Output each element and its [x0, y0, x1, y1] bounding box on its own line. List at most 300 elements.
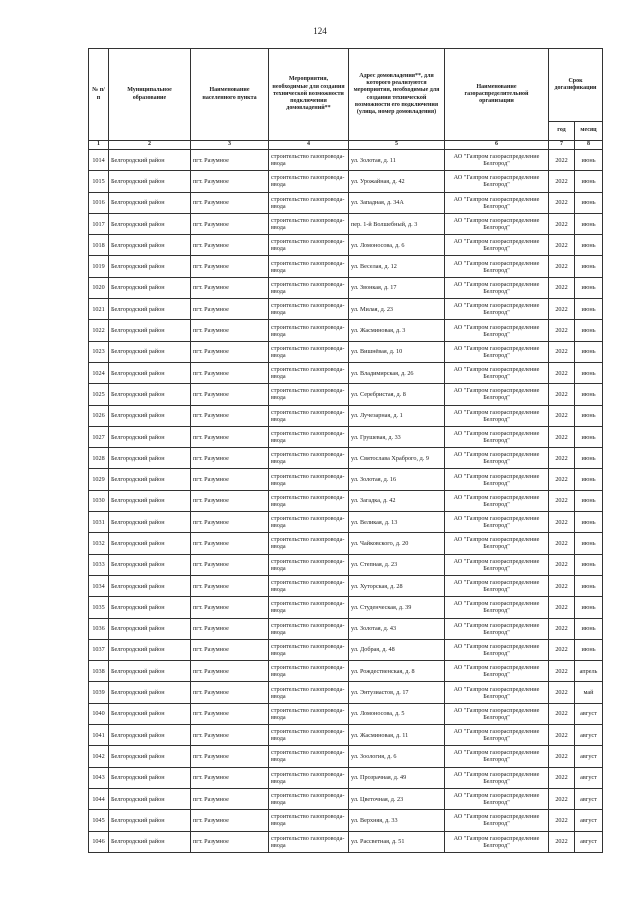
cell-settlement: пгт. Разумное [191, 597, 269, 618]
cell-month: июнь [575, 341, 603, 362]
table-row [89, 320, 603, 341]
table-row [89, 235, 603, 256]
cell-settlement: пгт. Разумное [191, 426, 269, 447]
cell-year: 2022 [549, 171, 575, 192]
cell-settlement: пгт. Разумное [191, 512, 269, 533]
cell-number: 1028 [89, 448, 109, 469]
cell-month: июнь [575, 618, 603, 639]
cell-organization: АО "Газпром газораспределение Белгород" [445, 639, 549, 660]
table-row [89, 299, 603, 320]
cell-organization: АО "Газпром газораспределение Белгород" [445, 192, 549, 213]
cell-number: 1033 [89, 554, 109, 575]
cell-organization: АО "Газпром газораспределение Белгород" [445, 533, 549, 554]
cell-number: 1025 [89, 384, 109, 405]
table-row [89, 788, 603, 809]
header-org: Наименование газораспределительной организации [445, 49, 549, 141]
cell-number: 1045 [89, 810, 109, 831]
cell-month: июнь [575, 597, 603, 618]
cell-month: июнь [575, 469, 603, 490]
cell-month: июнь [575, 384, 603, 405]
cell-activity: строительство газопровода-ввода [269, 682, 349, 703]
cell-activity: строительство газопровода-ввода [269, 597, 349, 618]
cell-organization: АО "Газпром газораспределение Белгород" [445, 746, 549, 767]
column-number: 7 [549, 141, 575, 150]
column-number: 6 [445, 141, 549, 150]
header-no: № п/п [89, 49, 109, 141]
cell-activity: строительство газопровода-ввода [269, 362, 349, 383]
table-row [89, 533, 603, 554]
table-row [89, 831, 603, 852]
cell-activity: строительство газопровода-ввода [269, 639, 349, 660]
cell-address: ул. Рождественская, д. 8 [349, 661, 445, 682]
cell-settlement: пгт. Разумное [191, 639, 269, 660]
cell-address: ул. Хуторская, д. 28 [349, 575, 445, 596]
cell-number: 1027 [89, 426, 109, 447]
cell-activity: строительство газопровода-ввода [269, 405, 349, 426]
cell-address: ул. Великая, д. 13 [349, 512, 445, 533]
cell-year: 2022 [549, 703, 575, 724]
table-row [89, 767, 603, 788]
cell-number: 1015 [89, 171, 109, 192]
cell-month: июнь [575, 299, 603, 320]
cell-activity: строительство газопровода-ввода [269, 150, 349, 171]
cell-activity: строительство газопровода-ввода [269, 725, 349, 746]
cell-activity: строительство газопровода-ввода [269, 810, 349, 831]
cell-municipality: Белгородский район [109, 341, 191, 362]
cell-activity: строительство газопровода-ввода [269, 277, 349, 298]
header-address: Адрес домовладения**, для которого реализуются мероприятия, необходимые для создания технической возможности его подключения (улица, номер домовладения) [349, 49, 445, 141]
cell-year: 2022 [549, 299, 575, 320]
table-row [89, 341, 603, 362]
cell-number: 1037 [89, 639, 109, 660]
cell-number: 1024 [89, 362, 109, 383]
cell-organization: АО "Газпром газораспределение Белгород" [445, 235, 549, 256]
cell-settlement: пгт. Разумное [191, 192, 269, 213]
cell-municipality: Белгородский район [109, 150, 191, 171]
cell-month: июнь [575, 362, 603, 383]
cell-settlement: пгт. Разумное [191, 703, 269, 724]
cell-year: 2022 [549, 341, 575, 362]
cell-settlement: пгт. Разумное [191, 341, 269, 362]
cell-number: 1043 [89, 767, 109, 788]
cell-year: 2022 [549, 831, 575, 852]
cell-address: ул. Урожайная, д. 42 [349, 171, 445, 192]
cell-number: 1038 [89, 661, 109, 682]
cell-month: июнь [575, 171, 603, 192]
cell-settlement: пгт. Разумное [191, 618, 269, 639]
cell-address: ул. Звонкая, д. 17 [349, 277, 445, 298]
cell-address: ул. Студенческая, д. 39 [349, 597, 445, 618]
table-row [89, 256, 603, 277]
cell-organization: АО "Газпром газораспределение Белгород" [445, 405, 549, 426]
cell-activity: строительство газопровода-ввода [269, 299, 349, 320]
table-row [89, 639, 603, 660]
cell-municipality: Белгородский район [109, 725, 191, 746]
cell-settlement: пгт. Разумное [191, 277, 269, 298]
cell-month: август [575, 725, 603, 746]
cell-month: июнь [575, 575, 603, 596]
cell-year: 2022 [549, 150, 575, 171]
cell-address: ул. Золотая, д. 43 [349, 618, 445, 639]
table-row [89, 597, 603, 618]
header-activities: Мероприятия, необходимые для создания технической возможности подключения домовладений** [269, 49, 349, 141]
cell-address: ул. Серебристая, д. 8 [349, 384, 445, 405]
cell-municipality: Белгородский район [109, 171, 191, 192]
cell-organization: АО "Газпром газораспределение Белгород" [445, 831, 549, 852]
cell-month: август [575, 746, 603, 767]
cell-organization: АО "Газпром газораспределение Белгород" [445, 256, 549, 277]
cell-address: ул. Святослава Храброго, д. 9 [349, 448, 445, 469]
cell-municipality: Белгородский район [109, 597, 191, 618]
table-row [89, 512, 603, 533]
cell-year: 2022 [549, 533, 575, 554]
cell-year: 2022 [549, 661, 575, 682]
cell-address: ул. Зоология, д. 6 [349, 746, 445, 767]
cell-organization: АО "Газпром газораспределение Белгород" [445, 426, 549, 447]
cell-organization: АО "Газпром газораспределение Белгород" [445, 341, 549, 362]
cell-municipality: Белгородский район [109, 788, 191, 809]
cell-number: 1021 [89, 299, 109, 320]
cell-month: апрель [575, 661, 603, 682]
cell-month: август [575, 810, 603, 831]
cell-organization: АО "Газпром газораспределение Белгород" [445, 597, 549, 618]
cell-settlement: пгт. Разумное [191, 767, 269, 788]
cell-municipality: Белгородский район [109, 320, 191, 341]
cell-settlement: пгт. Разумное [191, 213, 269, 234]
cell-address: ул. Грушевая, д. 33 [349, 426, 445, 447]
cell-organization: АО "Газпром газораспределение Белгород" [445, 448, 549, 469]
cell-settlement: пгт. Разумное [191, 150, 269, 171]
cell-number: 1041 [89, 725, 109, 746]
cell-activity: строительство газопровода-ввода [269, 384, 349, 405]
table-row [89, 703, 603, 724]
cell-address: ул. Вишнёвая, д. 10 [349, 341, 445, 362]
cell-organization: АО "Газпром газораспределение Белгород" [445, 469, 549, 490]
cell-municipality: Белгородский район [109, 767, 191, 788]
cell-year: 2022 [549, 810, 575, 831]
cell-organization: АО "Газпром газораспределение Белгород" [445, 703, 549, 724]
cell-activity: строительство газопровода-ввода [269, 320, 349, 341]
cell-organization: АО "Газпром газораспределение Белгород" [445, 682, 549, 703]
cell-organization: АО "Газпром газораспределение Белгород" [445, 554, 549, 575]
cell-number: 1026 [89, 405, 109, 426]
cell-year: 2022 [549, 320, 575, 341]
column-number: 3 [191, 141, 269, 150]
cell-municipality: Белгородский район [109, 426, 191, 447]
table-row [89, 661, 603, 682]
column-number: 4 [269, 141, 349, 150]
cell-municipality: Белгородский район [109, 299, 191, 320]
cell-municipality: Белгородский район [109, 277, 191, 298]
cell-number: 1040 [89, 703, 109, 724]
cell-municipality: Белгородский район [109, 746, 191, 767]
cell-year: 2022 [549, 597, 575, 618]
table-row [89, 150, 603, 171]
table-row [89, 810, 603, 831]
cell-address: ул. Степная, д. 23 [349, 554, 445, 575]
table-row [89, 725, 603, 746]
gasification-table [88, 48, 603, 853]
cell-municipality: Белгородский район [109, 639, 191, 660]
cell-municipality: Белгородский район [109, 384, 191, 405]
cell-number: 1030 [89, 490, 109, 511]
cell-activity: строительство газопровода-ввода [269, 575, 349, 596]
cell-organization: АО "Газпром газораспределение Белгород" [445, 725, 549, 746]
cell-year: 2022 [549, 213, 575, 234]
cell-year: 2022 [549, 405, 575, 426]
cell-address: ул. Жасминовая, д. 11 [349, 725, 445, 746]
table-row [89, 746, 603, 767]
cell-year: 2022 [549, 192, 575, 213]
cell-organization: АО "Газпром газораспределение Белгород" [445, 490, 549, 511]
cell-municipality: Белгородский район [109, 703, 191, 724]
cell-address: ул. Западная, д. 34А [349, 192, 445, 213]
header-year: год [549, 122, 575, 141]
table-row [89, 277, 603, 298]
cell-month: июнь [575, 150, 603, 171]
cell-number: 1031 [89, 512, 109, 533]
cell-activity: строительство газопровода-ввода [269, 448, 349, 469]
cell-year: 2022 [549, 235, 575, 256]
cell-settlement: пгт. Разумное [191, 171, 269, 192]
cell-activity: строительство газопровода-ввода [269, 512, 349, 533]
cell-organization: АО "Газпром газораспределение Белгород" [445, 810, 549, 831]
cell-month: август [575, 703, 603, 724]
cell-organization: АО "Газпром газораспределение Белгород" [445, 384, 549, 405]
cell-activity: строительство газопровода-ввода [269, 533, 349, 554]
cell-organization: АО "Газпром газораспределение Белгород" [445, 362, 549, 383]
cell-year: 2022 [549, 277, 575, 298]
cell-municipality: Белгородский район [109, 362, 191, 383]
cell-month: август [575, 788, 603, 809]
cell-number: 1036 [89, 618, 109, 639]
cell-settlement: пгт. Разумное [191, 682, 269, 703]
cell-settlement: пгт. Разумное [191, 788, 269, 809]
cell-municipality: Белгородский район [109, 235, 191, 256]
cell-activity: строительство газопровода-ввода [269, 469, 349, 490]
cell-activity: строительство газопровода-ввода [269, 618, 349, 639]
cell-month: июнь [575, 554, 603, 575]
table-row [89, 469, 603, 490]
cell-settlement: пгт. Разумное [191, 725, 269, 746]
cell-municipality: Белгородский район [109, 661, 191, 682]
cell-year: 2022 [549, 448, 575, 469]
cell-month: июнь [575, 448, 603, 469]
header-municipality: Муниципальное образование [109, 49, 191, 141]
cell-municipality: Белгородский район [109, 256, 191, 277]
cell-year: 2022 [549, 618, 575, 639]
cell-number: 1029 [89, 469, 109, 490]
cell-activity: строительство газопровода-ввода [269, 554, 349, 575]
cell-month: июнь [575, 490, 603, 511]
cell-activity: строительство газопровода-ввода [269, 746, 349, 767]
cell-address: ул. Жасминовая, д. 3 [349, 320, 445, 341]
cell-number: 1035 [89, 597, 109, 618]
cell-activity: строительство газопровода-ввода [269, 703, 349, 724]
cell-organization: АО "Газпром газораспределение Белгород" [445, 171, 549, 192]
cell-address: ул. Милая, д. 23 [349, 299, 445, 320]
cell-month: июнь [575, 192, 603, 213]
cell-settlement: пгт. Разумное [191, 235, 269, 256]
cell-month: август [575, 831, 603, 852]
cell-organization: АО "Газпром газораспределение Белгород" [445, 213, 549, 234]
cell-settlement: пгт. Разумное [191, 405, 269, 426]
cell-address: ул. Цветочная, д. 23 [349, 788, 445, 809]
cell-organization: АО "Газпром газораспределение Белгород" [445, 277, 549, 298]
cell-number: 1023 [89, 341, 109, 362]
cell-municipality: Белгородский район [109, 618, 191, 639]
cell-month: май [575, 682, 603, 703]
cell-settlement: пгт. Разумное [191, 661, 269, 682]
cell-municipality: Белгородский район [109, 575, 191, 596]
cell-activity: строительство газопровода-ввода [269, 341, 349, 362]
cell-number: 1042 [89, 746, 109, 767]
cell-address: ул. Ломоносова, д. 6 [349, 235, 445, 256]
cell-year: 2022 [549, 575, 575, 596]
page-number: 124 [313, 26, 327, 36]
table-row [89, 490, 603, 511]
table-row [89, 405, 603, 426]
cell-year: 2022 [549, 426, 575, 447]
cell-activity: строительство газопровода-ввода [269, 490, 349, 511]
cell-address: ул. Чайковского, д. 20 [349, 533, 445, 554]
cell-activity: строительство газопровода-ввода [269, 213, 349, 234]
cell-activity: строительство газопровода-ввода [269, 235, 349, 256]
cell-activity: строительство газопровода-ввода [269, 256, 349, 277]
table-row [89, 192, 603, 213]
cell-organization: АО "Газпром газораспределение Белгород" [445, 788, 549, 809]
cell-month: июнь [575, 405, 603, 426]
cell-number: 1018 [89, 235, 109, 256]
cell-address: ул. Золотая, д. 16 [349, 469, 445, 490]
cell-month: июнь [575, 277, 603, 298]
cell-number: 1044 [89, 788, 109, 809]
cell-municipality: Белгородский район [109, 213, 191, 234]
cell-month: август [575, 767, 603, 788]
cell-address: ул. Ломоносова, д. 5 [349, 703, 445, 724]
cell-settlement: пгт. Разумное [191, 554, 269, 575]
cell-municipality: Белгородский район [109, 831, 191, 852]
cell-activity: строительство газопровода-ввода [269, 767, 349, 788]
cell-month: июнь [575, 639, 603, 660]
cell-month: июнь [575, 235, 603, 256]
cell-month: июнь [575, 256, 603, 277]
cell-address: ул. Золотая, д. 11 [349, 150, 445, 171]
cell-activity: строительство газопровода-ввода [269, 788, 349, 809]
table-row [89, 618, 603, 639]
cell-municipality: Белгородский район [109, 490, 191, 511]
cell-activity: строительство газопровода-ввода [269, 426, 349, 447]
cell-settlement: пгт. Разумное [191, 746, 269, 767]
cell-month: июнь [575, 426, 603, 447]
cell-month: июнь [575, 533, 603, 554]
cell-municipality: Белгородский район [109, 192, 191, 213]
cell-settlement: пгт. Разумное [191, 384, 269, 405]
cell-address: пер. 1-й Волшебный, д. 3 [349, 213, 445, 234]
cell-address: ул. Веселая, д. 12 [349, 256, 445, 277]
cell-settlement: пгт. Разумное [191, 490, 269, 511]
cell-municipality: Белгородский район [109, 469, 191, 490]
table-row [89, 575, 603, 596]
cell-number: 1016 [89, 192, 109, 213]
header-month: месяц [575, 122, 603, 141]
cell-organization: АО "Газпром газораспределение Белгород" [445, 512, 549, 533]
cell-year: 2022 [549, 788, 575, 809]
cell-number: 1020 [89, 277, 109, 298]
cell-year: 2022 [549, 554, 575, 575]
column-number: 1 [89, 141, 109, 150]
cell-address: ул. Загадка, д. 42 [349, 490, 445, 511]
table-row [89, 426, 603, 447]
cell-year: 2022 [549, 384, 575, 405]
cell-number: 1022 [89, 320, 109, 341]
cell-organization: АО "Газпром газораспределение Белгород" [445, 618, 549, 639]
table-row [89, 213, 603, 234]
cell-settlement: пгт. Разумное [191, 299, 269, 320]
cell-settlement: пгт. Разумное [191, 320, 269, 341]
table-row [89, 448, 603, 469]
cell-year: 2022 [549, 746, 575, 767]
cell-number: 1034 [89, 575, 109, 596]
cell-number: 1039 [89, 682, 109, 703]
cell-settlement: пгт. Разумное [191, 831, 269, 852]
cell-year: 2022 [549, 682, 575, 703]
cell-settlement: пгт. Разумное [191, 469, 269, 490]
cell-year: 2022 [549, 469, 575, 490]
table-row [89, 682, 603, 703]
column-number: 2 [109, 141, 191, 150]
table-row [89, 384, 603, 405]
cell-number: 1014 [89, 150, 109, 171]
table-row [89, 554, 603, 575]
cell-activity: строительство газопровода-ввода [269, 661, 349, 682]
cell-municipality: Белгородский район [109, 448, 191, 469]
column-number: 5 [349, 141, 445, 150]
cell-municipality: Белгородский район [109, 533, 191, 554]
cell-settlement: пгт. Разумное [191, 448, 269, 469]
cell-year: 2022 [549, 639, 575, 660]
cell-address: ул. Энтузиастов, д. 17 [349, 682, 445, 703]
cell-number: 1019 [89, 256, 109, 277]
cell-organization: АО "Газпром газораспределение Белгород" [445, 767, 549, 788]
cell-settlement: пгт. Разумное [191, 575, 269, 596]
cell-municipality: Белгородский район [109, 405, 191, 426]
cell-month: июнь [575, 320, 603, 341]
cell-year: 2022 [549, 490, 575, 511]
cell-organization: АО "Газпром газораспределение Белгород" [445, 150, 549, 171]
cell-year: 2022 [549, 767, 575, 788]
cell-year: 2022 [549, 362, 575, 383]
cell-address: ул. Рассветная, д. 51 [349, 831, 445, 852]
cell-settlement: пгт. Разумное [191, 810, 269, 831]
cell-organization: АО "Газпром газораспределение Белгород" [445, 299, 549, 320]
cell-number: 1017 [89, 213, 109, 234]
column-numbers-row [89, 141, 603, 150]
table-row [89, 362, 603, 383]
cell-settlement: пгт. Разумное [191, 362, 269, 383]
cell-address: ул. Владимирская, д. 26 [349, 362, 445, 383]
header-settlement: Наименование населенного пункта [191, 49, 269, 141]
cell-year: 2022 [549, 512, 575, 533]
cell-settlement: пгт. Разумное [191, 256, 269, 277]
cell-number: 1032 [89, 533, 109, 554]
cell-activity: строительство газопровода-ввода [269, 192, 349, 213]
cell-address: ул. Лучезарная, д. 1 [349, 405, 445, 426]
table-row [89, 171, 603, 192]
cell-activity: строительство газопровода-ввода [269, 831, 349, 852]
cell-organization: АО "Газпром газораспределение Белгород" [445, 320, 549, 341]
cell-month: июнь [575, 512, 603, 533]
